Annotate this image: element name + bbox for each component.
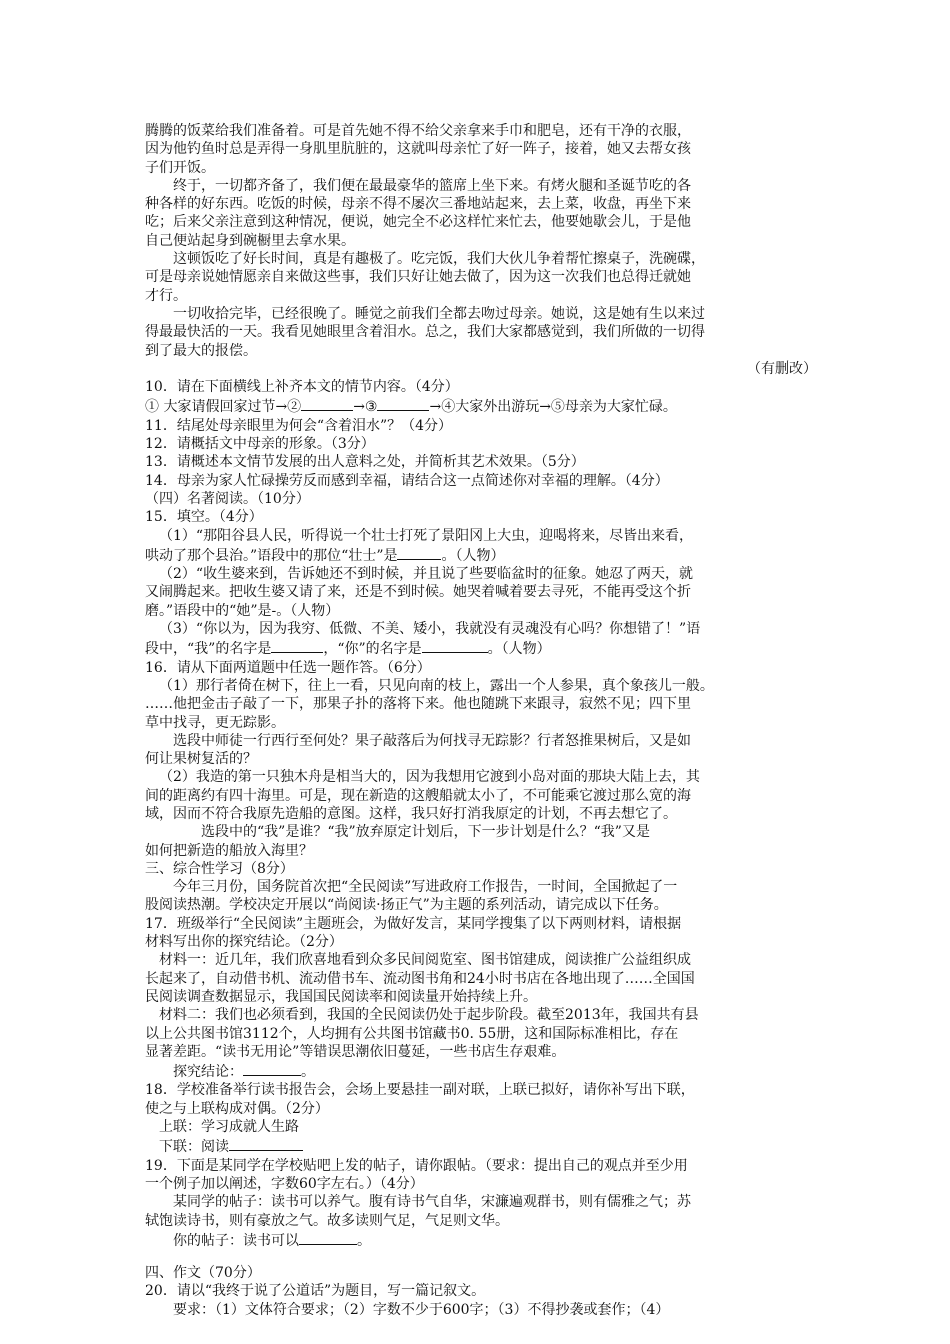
question-11: 11．结尾处母亲眼里为何会“含着泪水”？（4分）	[145, 417, 453, 434]
text-line: 选段中师徒一行西行至何处？果子敲落后为何找寻无踪影？行者怒推果树后，又是如	[173, 732, 691, 749]
text-line: 股阅读热潮。学校决定开展以“尚阅读·扬正气”为主题的系列活动，请完成以下任务。	[145, 897, 668, 914]
reply-line: 你的帖子：读书可以 。	[145, 1230, 817, 1250]
material-2: 材料二：我们也必须看到，我国的全民阅读仍处于起步阶段。截至2013年，我国共有县	[159, 1007, 699, 1024]
text-line: 材料写出你的探究结论。（2分）	[145, 934, 343, 951]
text-line: 可是母亲说她情愿亲自来做这些事，我们只好让她去做了，因为这一次我们也总得迁就她	[145, 269, 691, 286]
question-17: 17．班级举行“全民阅读”主题班会，为做好发言，某同学搜集了以下两则材料，请根据	[145, 915, 682, 932]
text-line: 到了最大的报偿。	[145, 342, 257, 359]
question-14: 14．母亲为家人忙碌操劳反而感到幸福，请结合这一点简述你对幸福的理解。（4分）	[145, 472, 669, 489]
text-line: 哄动了那个县治。”语段中的那位“壮士”是 。（人物）	[145, 545, 817, 565]
section-4-heading: （四）名著阅读。（10分）	[145, 490, 310, 507]
spacer	[145, 1250, 817, 1264]
text-line: 选段中的“我”是谁？“我”放弃原定计划后，下一步计划是什么？“我”又是	[201, 824, 650, 841]
upper-couplet: 上联：学习成就人生路	[159, 1119, 299, 1136]
text-line: 一切收拾完毕，已经很晚了。睡觉之前我们全都去吻过母亲。她说，这是她有生以来过	[173, 305, 705, 322]
text-line: 何让果树复活的？	[145, 751, 257, 768]
answer-blank[interactable]	[229, 1136, 303, 1151]
text-line: 才行。	[145, 287, 187, 304]
text-line: 显著差距。“读书无用论”等错误思潮依旧蔓延，一些书店生存艰难。	[145, 1043, 566, 1060]
answer-blank[interactable]	[301, 396, 353, 411]
text-line: （1）那行者倚在树下，往上一看，只见向南的枝上，露出一个人参果，真个象孩儿一般。	[159, 677, 714, 694]
answer-blank[interactable]	[377, 396, 429, 411]
text-line: （2）我造的第一只独木舟是相当大的，因为我想用它渡到小岛对面的那块大陆上去，其	[159, 769, 700, 786]
text-line: 因为他钓鱼时总是弄得一身肌里肮脏的，这就叫母亲忙了好一阵子，接着，她又去帮女孩	[145, 141, 691, 158]
story-paragraph-3	[145, 250, 817, 305]
text-line: 吃；后来父亲注意到这种情况，便说，她完全不必这样忙来忙去，他要她歇会儿，于是他	[145, 214, 691, 231]
text-line: （1）“那阳谷县人民，听得说一个壮士打死了景阳冈上大虫，迎喝将来，尽皆出来看，	[159, 527, 694, 544]
text-line: 这顿饭吃了好长时间，真是有趣极了。吃完饭，我们大伙儿争着帮忙擦桌子，洗碗碟，	[173, 251, 705, 268]
answer-blank[interactable]	[271, 638, 323, 653]
text-line: 使之与上联构成对偶。（2分）	[145, 1100, 329, 1117]
text-line: 磨。”语段中的“她”是-。（人物）	[145, 602, 340, 619]
answer-blank[interactable]	[397, 545, 441, 560]
abridged-note: （有删改）	[747, 360, 817, 377]
text-line: （2）“收生婆来到，告诉她还不到时候，并且说了些要临盆时的征象。她忍了两天，就	[159, 566, 694, 583]
sample-post: 某同学的帖子：读书可以养气。腹有诗书气自华，宋濂遍观群书，则有儒雅之气；苏	[173, 1194, 691, 1211]
text-line: 长起来了，自动借书机、流动借书车、流动图书角和24小时书店在各地出现了……全国国	[145, 970, 695, 987]
story-paragraph-4	[145, 305, 817, 360]
text-line: 段中，“我”的名字是 ，“你”的名字是 。（人物）	[145, 638, 817, 658]
question-18: 18．学校准备举行读书报告会，会场上要悬挂一副对联，上联已拟好，请你补写出下联，	[145, 1082, 695, 1099]
question-10-plot: ① 大家请假回家过节→② →③ →④大家外出游玩→⑤母亲为大家忙碌。	[145, 396, 817, 416]
text-line: ……他把金击子敲了一下，那果子扑的落将下来。他也随跳下来跟寻，寂然不见；四下里	[145, 696, 691, 713]
text-line: 民阅读调查数据显示，我国国民阅读率和阅读量开始持续上升。	[145, 988, 537, 1005]
question-10: 10．请在下面横线上补齐本文的情节内容。（4分）	[145, 379, 459, 396]
text-line: 得最最快活的一天。我看见她眼里含着泪水。总之，我们大家都感觉到，我们所做的一切得	[145, 324, 705, 341]
question-20: 20．请以“我终于说了公道话”为题目，写一篇记叙文。	[145, 1283, 486, 1300]
question-15: 15．填空。（4分）	[145, 509, 263, 526]
conclusion-line: 探究结论： 。	[145, 1061, 817, 1081]
question-16: 16．请从下面两道题中任选一题作答。（6分）	[145, 659, 431, 676]
story-paragraph-1	[145, 122, 817, 177]
question-19: 19．下面是某同学在学校贴吧上发的帖子，请你跟帖。（要求：提出自己的观点并至少用	[145, 1157, 688, 1174]
text-line: 子们开饭。	[145, 159, 215, 176]
exam-page	[145, 122, 817, 1319]
text-line: 又闹腾起来。把收生婆又请了来，还是不到时候。她哭着喊着要去寻死，不能再受这个折	[145, 584, 691, 601]
text-line: 一个例子加以阐述，字数60字左右。）（4分）	[145, 1175, 424, 1192]
text-line: 今年三月份，国务院首次把“全民阅读”写进政府工作报告，一时间，全国掀起了一	[173, 879, 678, 896]
lower-couplet: 下联：阅读	[145, 1136, 817, 1156]
text-line: 自己便站起身到碗橱里去拿水果。	[145, 232, 355, 249]
text-line: 域，因而不符合我原先造船的意图。这样，我只好打消我原定的计划，不再去想它了。	[145, 805, 677, 822]
section-4-writing-heading: 四、作文（70分）	[145, 1265, 261, 1282]
material-1: 材料一：近几年，我们欣喜地看到众多民间阅览室、图书馆建成，阅读推广公益组织成	[159, 952, 691, 969]
text-line: 终于，一切都齐备了，我们便在最最豪华的篮席上坐下来。有烤火腿和圣诞节吃的各	[173, 177, 691, 194]
text-line: 间的距离约有四十海里。可是，现在新造的这艘船就太小了，不可能乘它渡过那么宽的海	[145, 787, 691, 804]
writing-requirements: 要求：（1）文体符合要求；（2）字数不少于600字；（3）不得抄袭或套作；（4）	[173, 1301, 670, 1318]
answer-blank[interactable]	[299, 1230, 357, 1245]
answer-blank[interactable]	[243, 1061, 301, 1076]
text-line: 种各样的好东西。吃饭的时候，母亲不得不屡次三番地站起来，去上菜，收盘，再坐下来	[145, 196, 691, 213]
text-line: 以上公共图书馆3112个，人均拥有公共图书馆藏书0. 55册，这和国际标准相比，存在	[145, 1025, 679, 1042]
question-13: 13．请概述本文情节发展的出人意料之处，并简析其艺术效果。（5分）	[145, 454, 585, 471]
answer-blank[interactable]	[422, 638, 488, 653]
section-3-heading: 三、综合性学习（8分）	[145, 860, 294, 877]
text-line: 腾腾的饭菜给我们准备着。可是首先她不得不给父亲拿来手巾和肥皂，还有干净的衣服，	[145, 123, 691, 139]
text-line: 轼饱读诗书，则有豪放之气。故多读则气足，气足则文华。	[145, 1212, 509, 1229]
question-12: 12．请概括文中母亲的形象。（3分）	[145, 436, 375, 453]
text-line: 如何把新造的船放入海里？	[145, 842, 313, 859]
text-line: （3）“你以为，因为我穷、低微、不美、矮小，我就没有灵魂没有心吗？你想错了！”语	[159, 621, 701, 638]
story-paragraph-2	[145, 177, 817, 250]
text-line: 草中找寻，更无踪影。	[145, 714, 285, 731]
